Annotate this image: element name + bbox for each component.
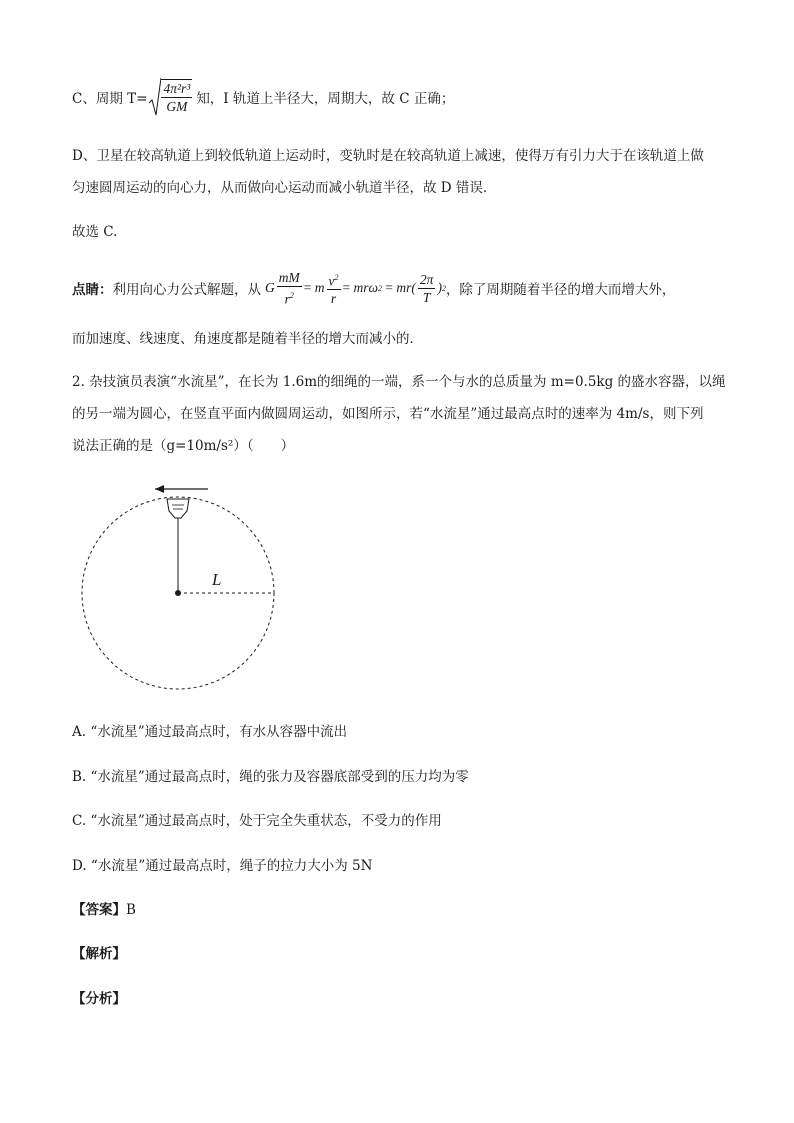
analysis-label: 【解析】 xyxy=(72,946,126,962)
option-d-line1: D、卫星在较高轨道上到较低轨道上运动时，变轨时是在较高轨道上减速，使得万有引力大于在该轨道上做 xyxy=(72,148,704,164)
water-container-icon xyxy=(167,499,189,518)
velocity-arrow-head xyxy=(155,485,164,493)
answer-label: 【答案】 xyxy=(72,902,126,918)
option-c-suffix: 知，I 轨道上半径大，周期大，故 C 正确； xyxy=(196,91,455,107)
dianjing-label: 点睛： xyxy=(72,282,113,298)
conclusion: 故选 C. xyxy=(72,224,118,240)
radius-label: L xyxy=(212,570,222,589)
option-d-line2: 匀速圆周运动的向心力，从而做向心运动而减小轨道半径，故 D 错误． xyxy=(72,180,497,196)
option-c-prev xyxy=(72,78,454,116)
option-d: D. “水流星”通过最高点时，绳子的拉力大小为 5N xyxy=(72,858,373,874)
option-a: A. “水流星”通过最高点时，有水从容器中流出 xyxy=(72,724,348,740)
option-c: C. “水流星”通过最高点时，处于完全失重状态，不受力的作用 xyxy=(72,813,442,829)
question2-line2: 的另一端为圆心，在竖直平面内做圆周运动，如图所示，若“水流星”通过最高点时的速率为 4m/s，则下列 xyxy=(72,406,704,422)
dianjing-formula: G $\frac{mM}{r^2}$ = m $\frac{v^2}{r}$ = mrω 2 = mr( $\frac{2\pi}{T}$ ) 2 xyxy=(265,269,446,307)
dianjing-line1 xyxy=(72,268,675,308)
sqrt-numerator: 4π²r³ xyxy=(163,81,191,96)
question2-line1: 2. 杂技演员表演“水流星”，在长为 1.6m的细绳的一端，系一个与水的总质量为 m=0.5kg 的盛水容器，以绳 xyxy=(72,374,726,390)
fenxi-label: 【分析】 xyxy=(72,991,126,1007)
option-b: B. “水流星”通过最高点时，绳的张力及容器底部受到的压力均为零 xyxy=(72,769,469,785)
sqrt-formula xyxy=(149,77,194,117)
sqrt-denominator: GM xyxy=(166,99,188,114)
sqrt-sign-icon xyxy=(149,77,161,117)
answer-value: B xyxy=(126,902,136,918)
water-meteor-figure xyxy=(70,478,290,698)
question2-line3: 说法正确的是（g=10m/s²）（ ） xyxy=(72,438,295,454)
dianjing-text1: 利用向心力公式解题，从 xyxy=(112,282,261,298)
dianjing-line2: 而加速度、线速度、角速度都是随着半径的增大而减小的． xyxy=(72,331,423,347)
answer xyxy=(72,898,136,918)
dianjing-text2: ，除了周期随着半径的增大而增大外， xyxy=(445,282,676,298)
option-c-prefix: C、周期 T= xyxy=(72,91,148,107)
